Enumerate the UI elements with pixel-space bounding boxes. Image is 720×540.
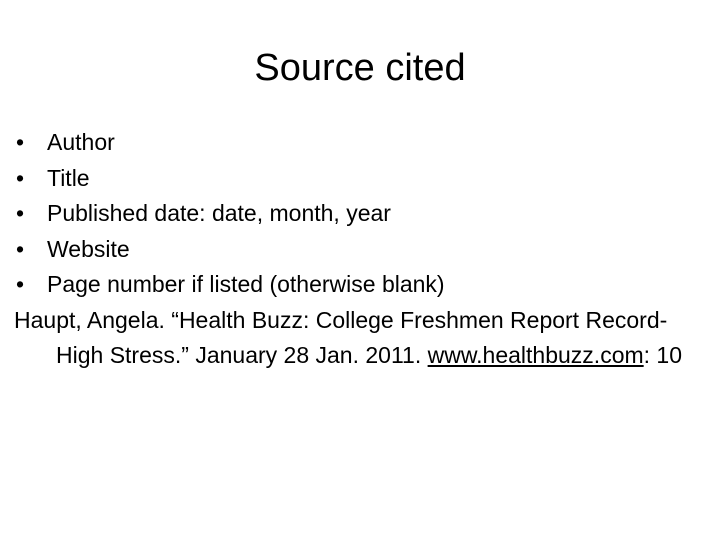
bullet-text: Title bbox=[47, 164, 90, 191]
bullet-text: Page number if listed (otherwise blank) bbox=[47, 271, 445, 297]
citation-page: : 10 bbox=[643, 342, 683, 368]
bullet-text: Author bbox=[47, 129, 115, 155]
bullet-text: Published date: date, month, year bbox=[47, 200, 391, 226]
slide-title: Source cited bbox=[254, 47, 466, 89]
bullet-point-icon: • bbox=[16, 164, 25, 191]
citation bbox=[14, 303, 704, 374]
bullet-text: Website bbox=[47, 235, 130, 262]
citation-link[interactable]: www.healthbuzz.com bbox=[427, 342, 644, 368]
bullet-point-icon: • bbox=[16, 200, 25, 226]
bullet-item-published-date bbox=[14, 196, 704, 232]
bullet-point-icon: • bbox=[16, 235, 25, 262]
bullet-item-page-number bbox=[14, 267, 704, 303]
bullet-list bbox=[14, 125, 704, 303]
bullet-item-author bbox=[14, 125, 704, 161]
bullet-item-website bbox=[14, 232, 704, 268]
bullet-item-title bbox=[14, 161, 704, 197]
bullet-point-icon: • bbox=[16, 129, 25, 155]
slide-content bbox=[14, 125, 704, 374]
citation-text: Haupt, Angela. “Health Buzz: College Freshmen Report Record-High Stress.” January 28 Jan. 2011. bbox=[14, 306, 668, 368]
bullet-point-icon: • bbox=[16, 271, 25, 297]
